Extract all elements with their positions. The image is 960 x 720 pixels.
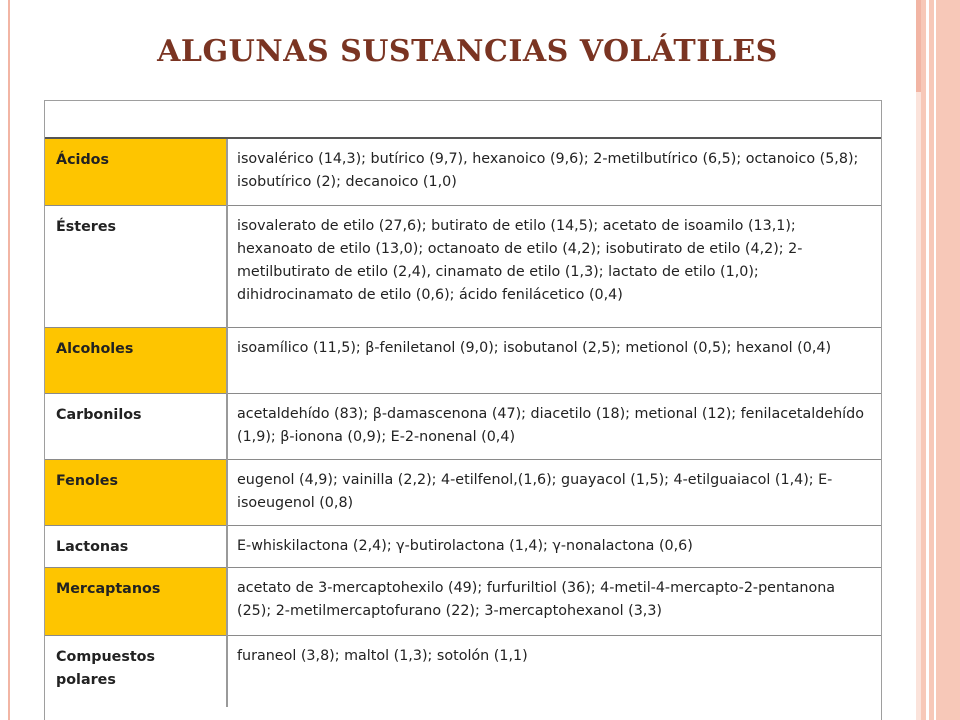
category-cell: Compuestos polares	[45, 635, 227, 707]
category-cell: Ésteres	[45, 205, 227, 327]
table-row-acidos	[45, 139, 881, 205]
table-row-mercaptanos	[45, 567, 881, 635]
stripe-1	[916, 0, 921, 720]
compounds-cell: acetato de 3-mercaptohexilo (49); furfuriltiol (36); 4-metil-4-mercapto-2-pentanona (25); 2-metilmercaptofurano (22); 3-mercaptohexanol (3,3)	[227, 567, 881, 635]
category-cell: Mercaptanos	[45, 567, 227, 635]
compounds-cell: isovalérico (14,3); butírico (9,7), hexanoico (9,6); 2-metilbutírico (6,5); octanoico (5,8); isobutírico (2); decanoico (1,0)	[227, 139, 881, 205]
category-cell: Ácidos	[45, 139, 227, 205]
stripe-2	[926, 0, 929, 720]
slide-title: ALGUNAS SUSTANCIAS VOLÁTILES	[157, 34, 778, 69]
category-cell: Fenoles	[45, 459, 227, 525]
right-decorative-stripes	[916, 0, 960, 720]
table-row-alcoholes	[45, 327, 881, 393]
category-cell: Lactonas	[45, 525, 227, 567]
compounds-cell: acetaldehído (83); β-damascenona (47); diacetilo (18); metional (12); fenilacetaldehído (1,9); β-ionona (0,9); E-2-nonenal (0,4)	[227, 393, 881, 459]
table-row-esteres	[45, 205, 881, 327]
left-border-line	[8, 0, 10, 720]
table-header-band	[45, 101, 881, 139]
category-cell: Alcoholes	[45, 327, 227, 393]
volatiles-grid	[45, 139, 881, 707]
compounds-cell: E-whiskilactona (2,4); γ-butirolactona (1,4); γ-nonalactona (0,6)	[227, 525, 881, 567]
stripe-3	[934, 0, 936, 720]
compounds-cell: furaneol (3,8); maltol (1,3); sotolón (1,1)	[237, 647, 528, 664]
compounds-cell: isoamílico (11,5); β-feniletanol (9,0); isobutanol (2,5); metionol (0,5); hexanol (0,4)	[227, 327, 881, 393]
table-row-lactonas	[45, 525, 881, 567]
compounds-cell: isovalerato de etilo (27,6); butirato de etilo (14,5); acetato de isoamilo (13,1); hexanoato de etilo (13,0); octanoato de etilo (4,2); isobutirato de etilo (4,2); 2-metilbutirato de etilo (2,4), cinamato de etilo (1,3); lactato de etilo (1,0); dihidrocinamato de etilo (0,6); ácido fenilácetico (0,4)	[227, 205, 881, 327]
volatiles-table	[44, 100, 882, 720]
category-cell: Carbonilos	[45, 393, 227, 459]
table-row-fenoles	[45, 459, 881, 525]
table-row-compuestos-polares	[45, 635, 881, 707]
compounds-cell: eugenol (4,9); vainilla (2,2); 4-etilfenol,(1,6); guayacol (1,5); 4-etilguaiacol (1,4); E-isoeugenol (0,8)	[227, 459, 881, 525]
table-row-carbonilos	[45, 393, 881, 459]
